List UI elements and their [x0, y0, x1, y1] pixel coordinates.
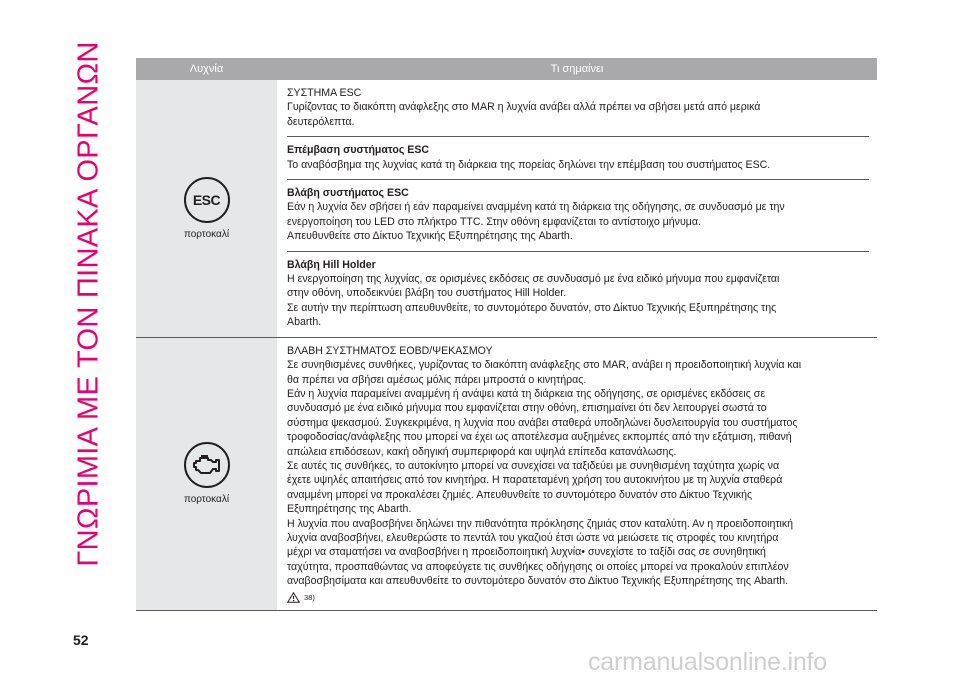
text-line: απώλεια επιδόσεων, κακή οδηγική συμπεριφορά και υψηλά επίπεδα κατανάλωσης. — [287, 445, 677, 458]
text-line: Σε αυτήν την περίπτωση απευθυνθείτε, το συντομότερο δυνατόν, στο Δίκτυο Τεχνικής Εξυπηρέτησης της — [287, 301, 777, 314]
text-line: Σε συνηθισμένες συνθήκες, γυρίζοντας το διακόπτη ανάφλεξης στο MAR, ανάβει η προειδοποιητική λυχνία και — [287, 359, 802, 372]
text-line: Εάν η λυχνία δεν σβήσει ή εάν παραμείνει αναμμένη κατά τη διάρκεια της οδήγησης, σε συνδυασμό με την — [287, 201, 785, 214]
description-cell-eobd — [277, 338, 877, 610]
text-line: ΣΥΣΤΗΜΑ ESC — [287, 87, 362, 99]
text-line: Η λυχνία που αναβοσβήνει δηλώνει την πιθανότητα πρόκλησης ζημιάς στον καταλύτη. Αν η προειδοποιητική — [287, 517, 794, 530]
header-lamp: Λυχνία — [189, 63, 224, 75]
warning-reference — [287, 591, 869, 605]
text-line: ενεργοποίηση του LED στο πλήκτρο TTC. Στην οθόνη εμφανίζεται το αντίστοιχο μήνυμα. — [287, 215, 701, 228]
section-eobd-failure — [287, 338, 869, 610]
engine-check-icon-svg — [192, 454, 222, 476]
esc-icon-text: ESC — [192, 191, 221, 208]
text-line: Σε αυτές τις συνθήκες, το αυτοκίνητο μπορεί να συνεχίσει να ταξιδεύει με συνηθισμένη ταχύτητα χωρίς να — [287, 459, 780, 472]
section-esc-system — [287, 80, 869, 137]
table-row-eobd — [136, 338, 877, 611]
section-esc-intervention — [287, 137, 869, 180]
section-heading: Βλάβη Hill Holder — [287, 258, 376, 271]
text-line: τροφοδοσίας/ανάφλεξης που μπορεί να έχει ως αποτέλεσμα αυξημένες εκπομπές από την εξάτμιση, πιθανή — [287, 431, 792, 444]
text-line: Το αναβόσβημα της λυχνίας κατά τη διάρκεια της πορείας δηλώνει την επέμβαση του συστήματος ESC. — [287, 158, 771, 171]
lamp-cell-eobd — [136, 338, 277, 610]
lamp-cell-esc — [136, 80, 277, 337]
text-line: Εάν η λυχνία παραμείνει αναμμένη ή ανάψει κατά τη διάρκεια της οδήγησης, σε ορισμένες εκδόσεις σε — [287, 387, 766, 400]
esc-icon — [184, 177, 230, 223]
section-hill-holder-failure — [287, 252, 869, 337]
text-line: Abarth. — [287, 316, 322, 329]
warning-triangle-icon — [287, 592, 300, 603]
lamp-color-label: πορτοκαλί — [183, 494, 230, 506]
text-line: ΒΛΑΒΗ ΣΥΣΤΗΜΑΤΟΣ EOBD/ΨΕΚΑΣΜΟΥ — [287, 344, 493, 357]
warning-reference-number: 38) — [304, 592, 315, 602]
text-line: λυχνία αναβοσβήνει, ελευθερώστε το πεντάλ του γκαζιού έτσι ώστε να μειώσετε τις στροφές του κινητήρα — [287, 531, 779, 544]
text-line: έχετε υψηλές απαιτήσεις από τον κινητήρα. Η παρατεταμένη χρήση του αυτοκινήτου με τη λυχνία σταθερά — [287, 474, 783, 487]
watermark: carmanualsonline.info — [588, 648, 828, 676]
section-heading: Βλάβη συστήματος ESC — [287, 187, 409, 200]
text-line: θα πρέπει να σβήσει αμέσως μόλις πάρει μπροστά ο κινητήρας. — [287, 373, 587, 386]
text-line: Γυρίζοντας το διακόπτη ανάφλεξης στο MAR η λυχνία ανάβει αλλά πρέπει να σβήσει μετά από μερικά — [287, 101, 761, 114]
text-line: αναβοσβησίματα και απευθυνθείτε το συντομότερο δυνατόν στο Δίκτυο Τεχνικής Εξυπηρέτησης της Abarth. — [287, 575, 789, 588]
page-number: 52 — [73, 632, 89, 648]
lamp-color-label: πορτοκαλί — [183, 228, 230, 240]
section-heading: Επέμβαση συστήματος ESC — [287, 144, 430, 157]
text-line: ταχύτητα, προσπαθώντας να αποφεύγετε τις συνθήκες οδήγησης οι οποίες μπορεί να προκαλούν επιπλέον — [287, 560, 789, 573]
text-line: Απευθυνθείτε στο Δίκτυο Τεχνικής Εξυπηρέτησης της Abarth. — [287, 230, 573, 243]
text-line: Εξυπηρέτησης της Abarth. — [287, 503, 412, 516]
chapter-title-text: ΓΝΩΡΙΜΙΑ ΜΕ ΤΟΝ ΠΙΝΑΚΑ ΟΡΓΑΝΩΝ — [72, 41, 105, 567]
description-cell-esc — [277, 80, 877, 337]
warning-lights-table — [136, 58, 877, 611]
table-header — [136, 58, 877, 80]
header-meaning: Τι σημαίνει — [550, 63, 604, 75]
text-line: συνδυασμό με ένα ειδικό μήνυμα που εμφανίζεται στην οθόνη, επισημαίνει ότι δεν λειτουργεί σωστά το — [287, 402, 767, 415]
chapter-side-title — [72, 41, 106, 567]
text-line: στην οθόνη, υποδεικνύει βλάβη του συστήματος Hill Holder. — [287, 287, 567, 300]
text-line: σύστημα ψεκασμού. Συγκεκριμένα, η λυχνία που ανάβει σταθερά υποδηλώνει δυσλειτουργία του συστήματος — [287, 416, 798, 429]
text-line: Η ενεργοποίηση της λυχνίας, σε ορισμένες εκδόσεις σε συνδυασμό με ένα ειδικό μήνυμα που εμφανίζεται — [287, 273, 780, 286]
text-line: δευτερόλεπτα. — [287, 115, 355, 128]
engine-check-icon — [184, 442, 230, 488]
section-esc-failure — [287, 180, 869, 252]
text-line: μέχρι να σταματήσει να αναβοσβήνει η προειδοποιητική λυχνία• συνεχίστε το ταξίδι σας σε συνηθητική — [287, 546, 766, 559]
text-line: αναμμένη μπορεί να προκαλέσει ζημιές. Απευθυνθείτε το συντομότερο δυνατόν στο Δίκτυο Τεχνικής — [287, 488, 753, 501]
table-row-esc — [136, 80, 877, 338]
